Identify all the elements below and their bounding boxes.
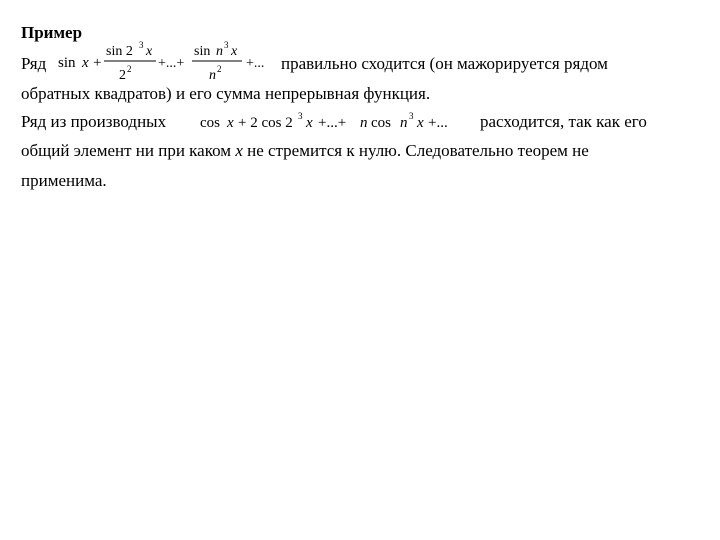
formula1-num1: sin 2 [106,44,133,59]
formula1-tail: +... [246,56,265,71]
line1-suffix: правильно сходится (он мажорируется рядом [281,54,608,73]
line4-var: x [235,141,243,160]
formula2-cos2: cos [371,115,391,131]
formula2-x: x [227,115,234,131]
heading: Пример [21,23,83,42]
derivative-series-formula [198,110,478,134]
formula2-dots: +...+ [318,115,347,131]
line4 [21,140,589,162]
formula1-x: x [82,55,89,71]
line4-after: не стремится к нулю. Следовательно теорем не [242,141,589,160]
formula2-exp2: 3 [409,111,414,121]
line4-before: общий элемент ни при каком [21,141,236,160]
formula2-exp1: 3 [298,111,303,121]
formula1-den2-exp: 2 [217,64,222,74]
formula2-term2: + 2 cos 2 [238,115,293,131]
formula2-cos: cos [200,115,220,131]
formula2-tail: +... [428,115,448,131]
formula1-num2-exp: 3 [224,40,229,50]
formula1-sin: sin [58,55,76,71]
formula1-plus: + [93,55,102,71]
formula1-num1-exp: 3 [139,40,144,50]
formula2-var1: x [306,115,313,131]
line5: применима. [21,171,107,190]
line3-prefix: Ряд из производных [21,112,167,131]
formula2-var2: x [417,115,424,131]
formula1-num2: sin [194,44,211,59]
formula1-den2: n [209,68,216,83]
formula1-num2-x: x [231,44,238,59]
formula1-num2-n: n [216,44,223,59]
line1-prefix: Ряд [21,54,47,73]
formula1-den1-exp: 2 [127,64,132,74]
formula2-n: n [360,115,368,131]
series-formula [56,38,286,88]
line2: обратных квадратов) и его сумма непрерывная функция. [21,84,431,103]
formula2-n2: n [400,115,408,131]
formula1-num1-x: x [146,44,153,59]
formula1-dots: +...+ [158,56,185,71]
formula1-den1: 2 [119,68,126,83]
line3-suffix: расходится, так как его [480,112,647,131]
